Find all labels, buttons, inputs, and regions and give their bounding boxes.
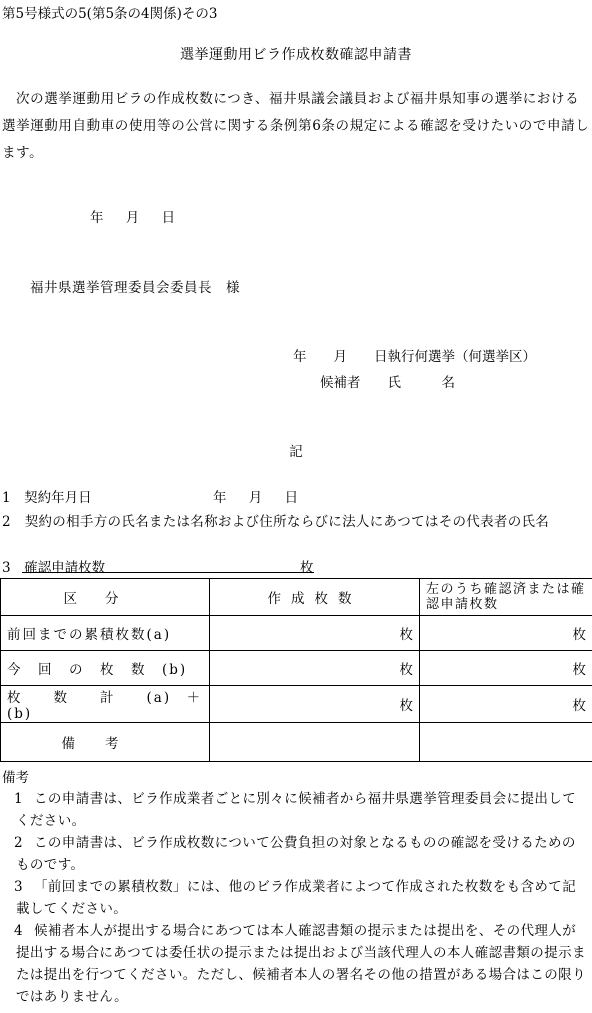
table-row bbox=[1, 651, 592, 686]
remarks-cell bbox=[210, 723, 420, 762]
header-confirmed-count: 左のうち確認済または確認申請枚数 bbox=[420, 579, 592, 616]
remarks-label: 備考 bbox=[1, 723, 210, 762]
note-text: この申請書は、ビラ作成業者ごとに別々に候補者から福井県選挙管理委員会に提出してください。 bbox=[16, 791, 577, 829]
count-table bbox=[0, 578, 592, 762]
candidate-name-line: 候補者 氏 名 bbox=[320, 375, 455, 391]
header-created-count: 作成枚数 bbox=[210, 579, 420, 616]
intro-paragraph: 次の選挙運動用ビラの作成枚数につき、福井県議会議員および福井県知事の選挙における選挙運動用自動車の使用等の公営に関する条例第6条の規定による確認を受けたいので申請します。 bbox=[2, 91, 590, 161]
created-count-cell: 枚 bbox=[210, 686, 420, 723]
note-item bbox=[16, 876, 588, 920]
item-contractor-name: 2 契約の相手方の氏名または名称および住所ならびに法人にあつてはその代表者の氏名 bbox=[2, 514, 550, 530]
document-title: 選挙運動用ビラ作成枚数確認申請書 bbox=[180, 47, 412, 63]
row-label: 今 回 の 枚 数 (b) bbox=[1, 651, 210, 686]
item-contract-date-value: 年 月 日 bbox=[213, 490, 299, 506]
table-header-row bbox=[1, 579, 592, 616]
notes-title: 備考 bbox=[2, 770, 29, 786]
requested-count-unit: 枚 bbox=[300, 560, 314, 576]
item-contract-date: 1 契約年月日 bbox=[2, 490, 92, 506]
row-label: 枚 数 計 (a) ＋ (b) bbox=[1, 686, 210, 723]
table-row bbox=[1, 686, 592, 723]
form-number-label: 第5号様式の5(第5条の4関係)その3 bbox=[2, 6, 218, 22]
confirmed-count-cell: 枚 bbox=[420, 651, 592, 686]
created-count-cell: 枚 bbox=[210, 651, 420, 686]
header-category: 区分 bbox=[1, 579, 210, 616]
note-text: 「前回までの累積枚数」には、他のビラ作成業者によつて作成された枚数をも含めて記載してください。 bbox=[16, 879, 577, 917]
addressee: 福井県選挙管理委員会委員長 様 bbox=[30, 280, 240, 296]
election-line: 年 月 日執行何選挙（何選挙区） bbox=[293, 349, 536, 365]
note-item bbox=[16, 920, 588, 1008]
note-item bbox=[16, 788, 588, 832]
application-date-line: 年 月 日 bbox=[90, 210, 176, 226]
requested-count-underline bbox=[22, 572, 314, 573]
note-item bbox=[16, 832, 588, 876]
note-text: 候補者本人が提出する場合にあつては本人確認書類の提示または提出を、その代理人が提出する場合にあつては委任状の提示または提出および当該代理人の本人確認書類の提示または提出を行つてください。ただし、候補者本人の署名その他の措置がある場合はこの限りではありません。 bbox=[16, 923, 586, 1005]
note-number: 1 bbox=[14, 791, 23, 807]
created-count-cell: 枚 bbox=[210, 616, 420, 651]
note-number: 4 bbox=[14, 923, 23, 939]
note-text: この申請書は、ビラ作成枚数について公費負担の対象となるものの確認を受けるためのものです。 bbox=[16, 835, 576, 873]
note-number: 2 bbox=[14, 835, 23, 851]
remarks-cell bbox=[420, 723, 592, 762]
confirmed-count-cell: 枚 bbox=[420, 616, 592, 651]
ki-heading: 記 bbox=[289, 444, 303, 460]
remarks-row bbox=[1, 723, 592, 762]
note-number: 3 bbox=[14, 879, 23, 895]
row-label: 前回までの累積枚数(a) bbox=[1, 616, 210, 651]
confirmed-count-cell: 枚 bbox=[420, 686, 592, 723]
table-row bbox=[1, 616, 592, 651]
item-requested-count: 3 確認申請枚数 bbox=[2, 560, 106, 576]
